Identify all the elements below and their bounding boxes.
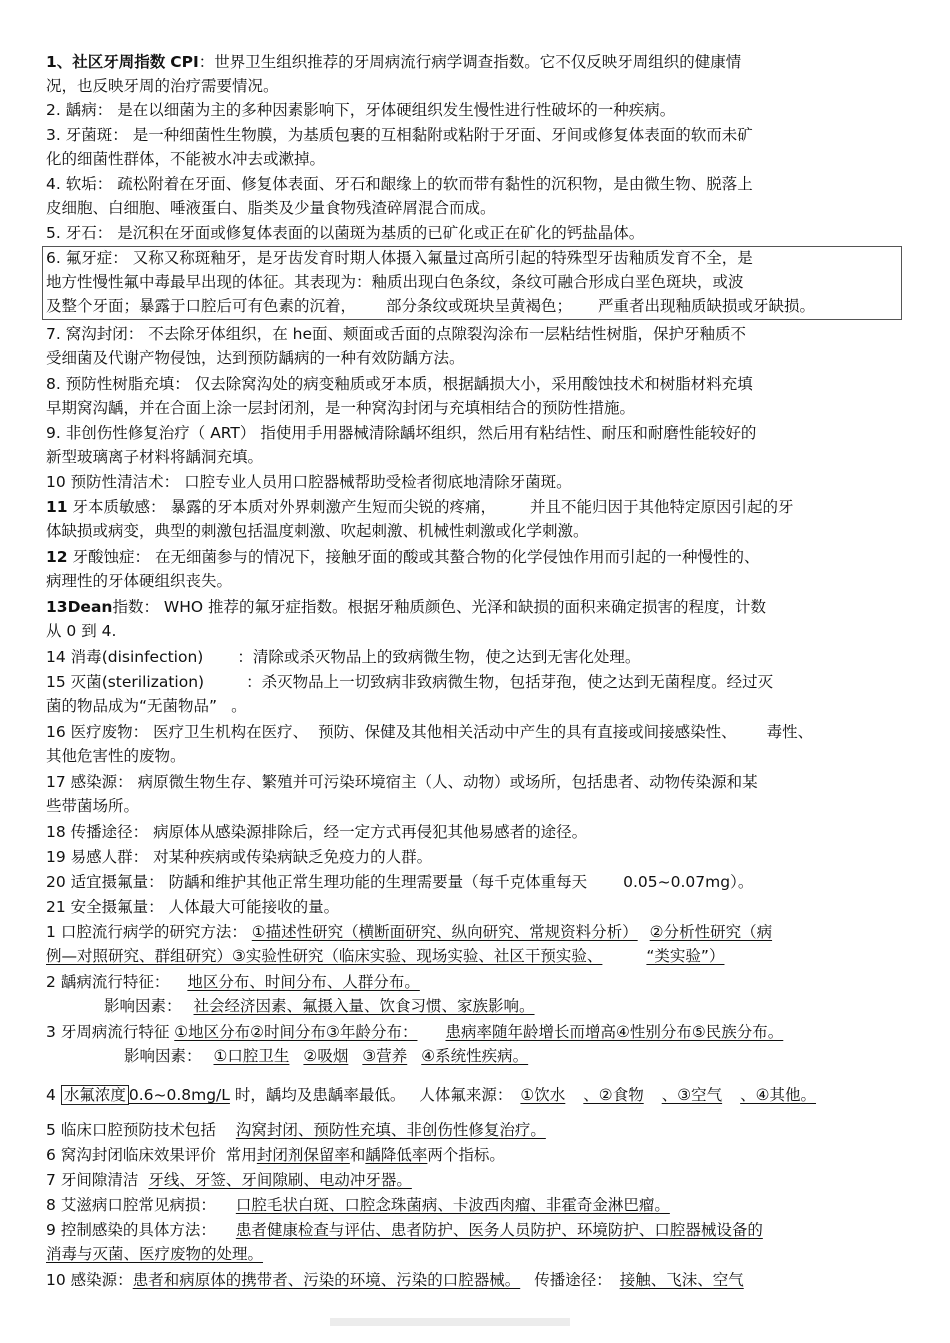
definition-text: 医疗卫生机构在医疗、 <box>153 723 309 741</box>
definition-text: 预防、保健及其他相关活动中产生的具有直接或间接感染性、 <box>318 723 737 741</box>
definition-text: 是沉积在牙面或修复体表面的以菌斑为基质的已矿化或正在矿化的钙盐晶体。 <box>117 224 645 242</box>
fill-answer: ③营养 <box>362 1047 408 1065</box>
fill-answer: ①描述性研究（横断面研究、纵向研究、常规资料分析） <box>251 923 638 941</box>
term: 消毒 <box>70 648 102 666</box>
definition-13-cont: 从 0 到 4. <box>46 622 117 640</box>
fill-answer: “类实验”） <box>646 947 725 965</box>
item-number: 3. <box>46 126 61 144</box>
fill-1 <box>46 920 926 944</box>
fill-text: 和 <box>349 1146 366 1164</box>
term: 牙本质敏感： <box>72 498 166 516</box>
fill-3 <box>46 1020 926 1044</box>
definition-9-cont: 新型玻璃离子材料将龋洞充填。 <box>46 448 264 466</box>
definition-text: 菌的物品成为“无菌物品” <box>46 697 218 715</box>
term: 易感人群： <box>70 848 149 866</box>
item-number: 10 <box>46 1271 66 1289</box>
item-number: 6. <box>46 249 61 267</box>
definition-text: 防龋和维护其他正常生理功能的生理需要量（每千克体重每天 <box>168 873 588 891</box>
item-number: 6 <box>46 1146 56 1164</box>
item-number: 9 <box>46 1221 56 1239</box>
definition-15 <box>46 670 926 694</box>
fill-10 <box>46 1268 926 1292</box>
fill-answer: 、②食物 <box>583 1086 644 1104</box>
definition-2 <box>46 98 926 122</box>
definition-text: 严重者出现釉质缺损或牙缺损。 <box>598 297 816 315</box>
fill-8 <box>46 1193 926 1217</box>
fill-answer: 消毒与灭菌、医疗废物的处理。 <box>46 1245 264 1263</box>
definition-text: ：杀灭物品上一切致病非致病微生物，包括芽孢，使之达到无菌程度。经过灭 <box>246 673 774 691</box>
definition-19 <box>46 845 926 869</box>
definition-12-cont: 病理性的牙体硬组织丧失。 <box>46 572 233 590</box>
item-number: 11 <box>46 498 68 516</box>
fill-label: 龋病流行特征： <box>60 973 170 991</box>
definition-text: 面、颊面或舌面的点隙裂沟涂布一层粘结性树脂，保护牙釉质不 <box>312 325 747 343</box>
fill-answer: 患者和病原体的携带者、污染的环境、污染的口腔器械。 <box>132 1271 521 1289</box>
fill-6 <box>46 1143 926 1167</box>
fill-4 <box>46 1083 926 1107</box>
fill-answer: 接触、飞沫、空气 <box>619 1271 744 1289</box>
fill-label: 传播途径： <box>534 1271 612 1289</box>
item-number: 18 <box>46 823 66 841</box>
item-number: 4. <box>46 175 61 193</box>
item-number: 17 <box>46 773 66 791</box>
definition-text: 。 <box>231 697 247 715</box>
item-number: 9. <box>46 424 61 442</box>
fill-2 <box>46 970 926 994</box>
definition-1-cont: 况，也反映牙周的治疗需要情况。 <box>46 77 279 95</box>
definition-16-cont: 其他危害性的废物。 <box>46 747 186 765</box>
item-number: 10 <box>46 473 66 491</box>
term: 非创伤性修复治疗（ <box>65 424 206 442</box>
term-abbr: (disinfection) <box>101 648 204 666</box>
definition-3 <box>46 123 926 147</box>
fill-answer: 口腔毛状白斑、口腔念珠菌病、卡波西肉瘤、非霍奇金淋巴瘤。 <box>235 1196 670 1214</box>
item-number: 5. <box>46 224 61 242</box>
item-number: 4 <box>46 1086 56 1104</box>
definition-text: 口腔专业人员用口腔器械帮助受检者彻底地清除牙菌斑。 <box>184 473 572 491</box>
definition-text: 仅去除窝沟处的病变釉质或牙本质，根据龋损大小，采用酸蚀技术和树脂材料充填 <box>194 375 753 393</box>
item-number: 2 <box>46 973 56 991</box>
item-number: 8 <box>46 1196 56 1214</box>
definition-16 <box>46 720 926 744</box>
item-number: 21 <box>46 898 66 916</box>
fill-label: 窝沟封闭临床效果评价 <box>60 1146 216 1164</box>
fill-1-cont <box>46 944 926 968</box>
item-number: 16 <box>46 723 66 741</box>
item-number: 7. <box>46 325 61 343</box>
fill-answer: ①饮水 <box>520 1086 566 1104</box>
definition-text: 及整个牙面；暴露于口腔后可有色素的沉着， <box>46 297 357 315</box>
fill-label: 感染源： <box>70 1271 133 1289</box>
definition-12 <box>46 545 926 569</box>
item-number: 2. <box>46 101 61 119</box>
fill-9 <box>46 1218 926 1242</box>
definition-1 <box>46 50 926 74</box>
definition-text: 是一种细菌性生物膜，为基质包裹的互相黏附或粘附于牙面、牙间或修复体表面的软而未矿 <box>132 126 753 144</box>
definition-20 <box>46 870 926 894</box>
fill-label: 艾滋病口腔常见病损： <box>60 1196 216 1214</box>
item-number: 3 <box>46 1023 56 1041</box>
definition-text: ：清除或杀灭物品上的致病微生物，使之达到无害化处理。 <box>237 648 641 666</box>
item-number: 1 <box>46 923 56 941</box>
definition-text: 是在以细菌为主的多种因素影响下，牙体硬组织发生慢性进行性破坏的一种疾病。 <box>117 101 676 119</box>
definition-13 <box>46 595 926 619</box>
fill-answer: 社会经济因素、氟摄入量、饮食习惯、家族影响。 <box>193 997 535 1015</box>
term: 适宜摄氟量： <box>70 873 164 891</box>
item-number: 14 <box>46 648 66 666</box>
definition-4-cont: 皮细胞、白细胞、唾液蛋白、脂类及少量食物残渣碎屑混合而成。 <box>46 199 496 217</box>
item-number: 1 <box>46 53 57 71</box>
definition-text: 不去除牙体组织，在 <box>148 325 288 343</box>
definition-text: 疏松附着在牙面、修复体表面、牙石和龈缘上的软而带有黏性的沉积物，是由微生物、脱落上 <box>117 175 753 193</box>
definition-10 <box>46 470 926 494</box>
fill-label: 人体氟来源： <box>419 1086 513 1104</box>
term-abbr: he <box>292 325 313 343</box>
fill-answer: 牙线、牙签、牙间隙刷、电动冲牙器。 <box>148 1171 412 1189</box>
fill-text: 两个指标。 <box>427 1146 505 1164</box>
definition-9 <box>46 421 926 445</box>
faint-footer-text <box>330 1318 570 1326</box>
definition-7-cont: 受细菌及代谢产物侵蚀，达到预防龋病的一种有效防龋方法。 <box>46 349 465 367</box>
fill-7 <box>46 1168 926 1192</box>
fill-label: 口腔流行病学的研究方法： <box>60 923 247 941</box>
definition-21 <box>46 895 926 919</box>
fill-answer: ②分析性研究（病 <box>649 923 773 941</box>
term-abbr: 0.05~0.07mg <box>623 873 731 891</box>
definition-11-cont: 体缺损或病变，典型的刺激包括温度刺激、吹起刺激、机械性刺激或化学刺激。 <box>46 522 589 540</box>
fill-answer: 、④其他。 <box>740 1086 817 1104</box>
definition-text: 推荐的氟牙症指数。根据牙釉质颜色、光泽和缺损的面积来确定损害的程度，计数 <box>208 598 767 616</box>
fill-label: 控制感染的具体方法： <box>60 1221 216 1239</box>
definition-text: 毒性、 <box>766 723 814 741</box>
fill-answer: ①口腔卫生 <box>213 1047 290 1065</box>
definition-17 <box>46 770 926 794</box>
fill-text: 常用 <box>225 1146 257 1164</box>
fill-answer: 患者健康检查与评估、患者防护、医务人员防护、环境防护、口腔器械设备的 <box>235 1221 763 1239</box>
fill-answer: 例—对照研究、群组研究）③实验性研究（临床实验、现场实验、社区干预实验、 <box>46 947 603 965</box>
definition-11 <box>46 495 926 519</box>
definition-5 <box>46 221 926 245</box>
fill-answer: ①地区分布②时间分布③年龄分布： <box>174 1023 418 1041</box>
fill-answer: 沟窝封闭、预防性充填、非创伤性修复治疗。 <box>235 1121 546 1139</box>
definition-4 <box>46 172 926 196</box>
fill-label: 牙间隙清洁 <box>60 1171 139 1189</box>
fill-9-cont <box>46 1242 926 1266</box>
item-number: 13Dean <box>46 598 113 616</box>
item-number: 15 <box>46 673 66 691</box>
definition-text: 部分条纹或斑块呈黄褐色； <box>386 297 573 315</box>
item-number: 5 <box>46 1121 56 1139</box>
definition-14 <box>46 645 926 669</box>
boxed-term: 水氟浓度 <box>61 1085 129 1105</box>
term: 指数： <box>112 598 159 616</box>
term: 感染源： <box>70 773 133 791</box>
term: 软垢： <box>65 175 113 193</box>
fill-answer: ④系统性疾病。 <box>421 1047 529 1065</box>
fill-text: 时，龋均及患龋率最低。 <box>234 1086 406 1104</box>
definition-text: ）。 <box>730 873 754 891</box>
term: 医疗废物： <box>70 723 149 741</box>
definition-15-cont <box>46 694 926 718</box>
fill-answer: 患病率随年龄增长而增高④性别分布⑤民族分布。 <box>445 1023 784 1041</box>
item-number: 20 <box>46 873 66 891</box>
term: 传播途径： <box>70 823 149 841</box>
fill-2-factors <box>104 994 950 1018</box>
fill-answer: 龋降低率 <box>365 1146 428 1164</box>
definition-text: 在无细菌参与的情况下，接触牙面的酸或其螯合物的化学侵蚀作用而引起的一种慢性的、 <box>154 548 760 566</box>
definition-3-cont: 化的细菌性群体，不能被水冲去或漱掉。 <box>46 150 326 168</box>
fill-label: 临床口腔预防技术包括 <box>60 1121 216 1139</box>
definition-6-cont: 地方性慢性氟中毒最早出现的体征。其表现为：釉质出现白色条纹，条纹可融合形成白垩色斑块，或波 <box>46 273 744 291</box>
definition-18 <box>46 820 926 844</box>
term: 安全摄氟量： <box>70 898 164 916</box>
term: 牙酸蚀症： <box>72 548 151 566</box>
term: 窝沟封闭： <box>65 325 144 343</box>
definition-text: 暴露的牙本质对外界刺激产生短而尖锐的疼痛， <box>170 498 496 516</box>
fill-answer: 0.6~0.8mg/L <box>128 1086 230 1104</box>
item-number: 12 <box>46 548 68 566</box>
definition-8-cont: 早期窝沟龋，并在合面上涂一层封闭剂，是一种窝沟封闭与充填相结合的预防性措施。 <box>46 399 636 417</box>
fill-label: 影响因素： <box>104 997 182 1015</box>
term: 牙菌斑： <box>65 126 128 144</box>
term: 氟牙症： <box>65 249 128 267</box>
fill-label: 影响因素： <box>124 1047 202 1065</box>
term-abbr: CPI <box>170 53 199 71</box>
term-abbr: (sterilization) <box>101 673 205 691</box>
fill-answer: 地区分布、时间分布、人群分布。 <box>187 973 420 991</box>
definition-6-cont2 <box>46 294 926 318</box>
fill-3-factors <box>124 1044 950 1068</box>
fill-answer: ②吸烟 <box>303 1047 349 1065</box>
term: 预防性树脂充填： <box>65 375 190 393</box>
fill-answer: 封闭剂保留率 <box>256 1146 350 1164</box>
definition-8 <box>46 372 926 396</box>
definition-text: 并且不能归因于其他特定原因引起的牙 <box>529 498 794 516</box>
term: 龋病： <box>65 101 113 119</box>
term-abbr: WHO <box>163 598 204 616</box>
definition-text: 又称又称斑釉牙，是牙齿发育时期人体摄入氟量过高所引起的特殊型牙齿釉质发育不全，是 <box>132 249 753 267</box>
term: 预防性清洁术： <box>70 473 180 491</box>
item-number: 19 <box>46 848 66 866</box>
definition-text: 人体最大可能接收的量。 <box>168 898 340 916</box>
term: 、社区牙周指数 <box>56 53 166 71</box>
definition-text: 病原体从感染源排除后，经一定方式再侵犯其他易感者的途径。 <box>153 823 588 841</box>
term-abbr: ART） <box>210 424 256 442</box>
definition-text: 对某种疾病或传染病缺乏免疫力的人群。 <box>153 848 433 866</box>
definition-7 <box>46 322 926 346</box>
definition-text: 病原微生物生存、繁殖并可污染环境宿主（人、动物）或场所，包括患者、动物传染源和某 <box>137 773 758 791</box>
item-number: 7 <box>46 1171 56 1189</box>
fill-answer: 、③空气 <box>661 1086 723 1104</box>
item-number: 8. <box>46 375 61 393</box>
definition-text: ：世界卫生组织推荐的牙周病流行病学调查指数。它不仅反映牙周组织的健康情 <box>198 53 742 71</box>
definition-17-cont: 些带菌场所。 <box>46 797 140 815</box>
fill-5 <box>46 1118 926 1142</box>
fill-label: 牙周病流行特征 <box>60 1023 170 1041</box>
term: 灭菌 <box>70 673 102 691</box>
definition-6 <box>46 246 926 270</box>
definition-text: 指使用手用器械清除龋坏组织，然后用有粘结性、耐压和耐磨性能较好的 <box>260 424 757 442</box>
term: 牙石： <box>65 224 113 242</box>
